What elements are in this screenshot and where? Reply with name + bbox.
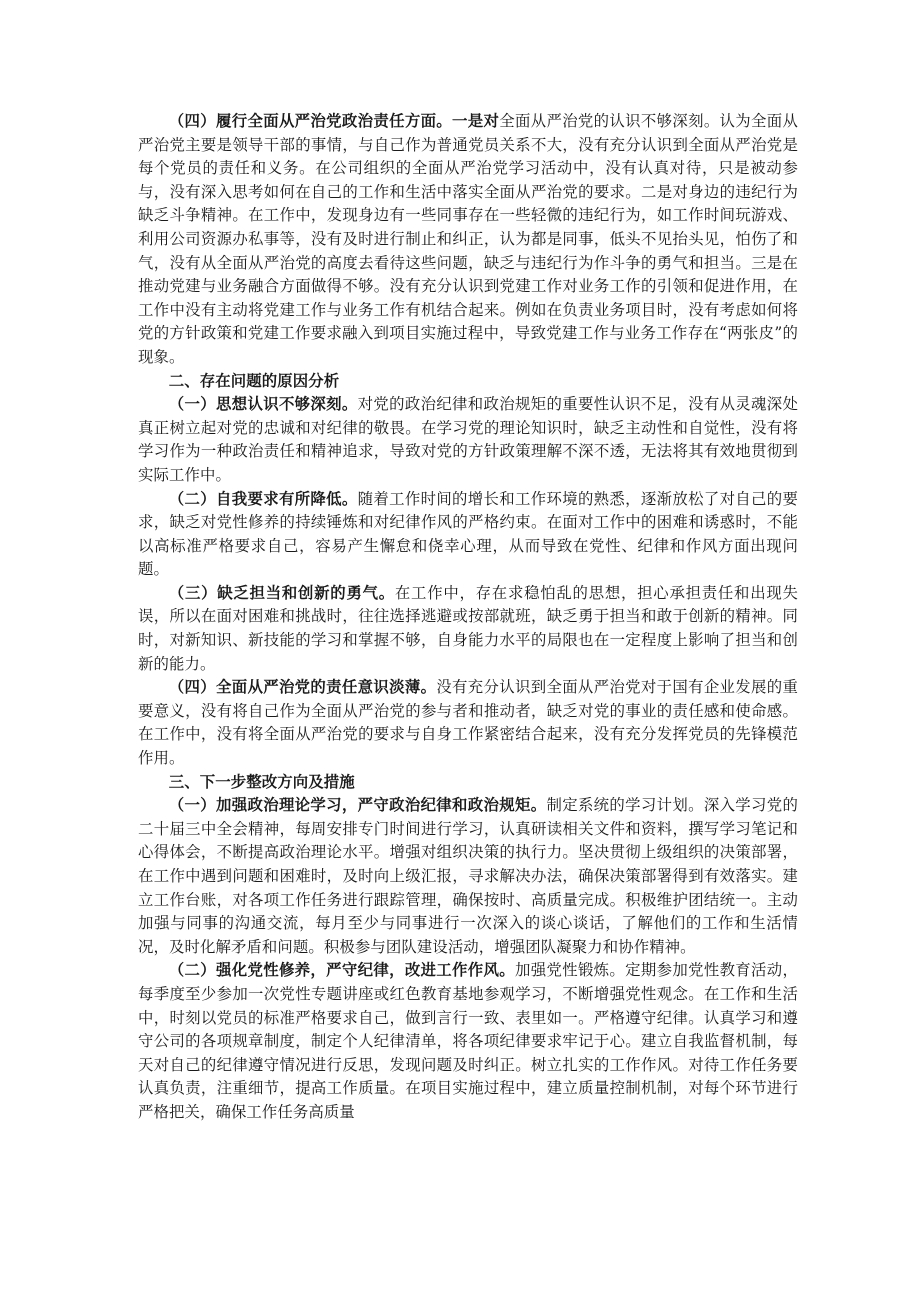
paragraph-body: 随着工作时间的增长和工作环境的熟悉，逐渐放松了对自己的要求，缺乏对党性修养的持续锤炼和对纪律作风的严格约束。在面对工作中的困难和诱惑时，不能以高标准严格要求自己，容易产生懈怠和侥幸心理，从而导致在党性、纪律和作风方面出现问题。 (138, 489, 798, 579)
section-heading-rectification: 三、下一步整改方向及措施 (168, 772, 355, 791)
paragraph-measure-two (138, 959, 798, 1124)
paragraph-lead: （一）思想认识不够深刻。 (168, 395, 358, 414)
document-page (138, 110, 798, 1125)
paragraph-body: 在工作中，存在求稳怕乱的思想，担心承担责任和出现失误，所以在面对困难和挑战时，往往选择逃避或按部就班，缺乏勇于担当和敢于创新的精神。同时，对新知识、新技能的学习和掌握不够，自身能力水平的局限也在一定程度上影响了担当和创新的能力。 (138, 583, 798, 673)
paragraph-cause-one (138, 393, 798, 487)
paragraph-cause-three (138, 582, 798, 676)
paragraph-lead: （一）加强政治理论学习，严守政治纪律和政治规矩。 (168, 796, 547, 815)
paragraph-lead: （二）强化党性修养，严守纪律，改进工作作风。 (168, 961, 515, 980)
paragraph-body: 没有充分认识到全面从严治党对于国有企业发展的重要意义，没有将自己作为全面从严治党的参与者和推动者，缺乏对党的事业的责任感和使命感。在工作中，没有将全面从严治党的要求与自身工作紧密结合起来，没有充分发挥党员的先锋模范作用。 (138, 678, 798, 768)
paragraph-four-responsibility (138, 110, 798, 370)
paragraph-measure-one (138, 794, 798, 959)
paragraph-body: 加强党性锻炼。定期参加党性教育活动，每季度至少参加一次党性专题讲座或红色教育基地参观学习，不断增强党性观念。在工作和生活中，时刻以党员的标准严格要求自己，做到言行一致、表里如一。严格遵守纪律。认真学习和遵守公司的各项规章制度，制定个人纪律清单，将各项纪律要求牢记于心。建立自我监督机制，每天对自己的纪律遵守情况进行反思，发现问题及时纠正。树立扎实的工作作风。对待工作任务要认真负责，注重细节，提高工作质量。在项目实施过程中，建立质量控制机制，对每个环节进行严格把关，确保工作任务高质量 (138, 961, 798, 1121)
paragraph-cause-two (138, 488, 798, 582)
paragraph-body: 全面从严治党的认识不够深刻。认为全面从严治党主要是领导干部的事情，与自己作为普通党员关系不大，没有充分认识到全面从严治党是每个党员的责任和义务。在公司组织的全面从严治党学习活动中，没有认真对待，只是被动参与，没有深入思考如何在自己的工作和生活中落实全面从严治党的要求。二是对身边的违纪行为缺乏斗争精神。在工作中，发现身边有一些同事存在一些轻微的违纪行为，如工作时间玩游戏、利用公司资源办私事等，没有及时进行制止和纠正，认为都是同事，低头不见抬头见，怕伤了和气，没有从全面从严治党的高度去看待这些问题，缺乏与违纪行为作斗争的勇气和担当。三是在推动党建与业务融合方面做得不够。没有充分认识到党建工作对业务工作的引领和促进作用，在工作中没有主动将党建工作与业务工作有机结合起来。例如在负责业务项目时，没有考虑如何将党的方针政策和党建工作要求融入到项目实施过程中，导致党建工作与业务工作存在“两张皮”的现象。 (138, 112, 798, 366)
section-heading-cause-analysis: 二、存在问题的原因分析 (168, 371, 340, 390)
paragraph-lead: （二）自我要求有所降低。 (168, 489, 358, 508)
paragraph-cause-four (138, 676, 798, 770)
paragraph-lead: （四）履行全面从严治党政治责任方面。一是对 (168, 112, 500, 130)
paragraph-lead: （三）缺乏担当和创新的勇气。 (168, 583, 395, 602)
paragraph-body: 对党的政治纪律和政治规矩的重要性认识不足，没有从灵魂深处真正树立起对党的忠诚和对纪律的敬畏。在学习党的理论知识时，缺乏主动性和自觉性，没有将学习作为一种政治责任和精神追求，导致对党的方针政策理解不深不透，无法将其有效地贯彻到实际工作中。 (138, 395, 798, 484)
paragraph-body: 制定系统的学习计划。深入学习党的二十届三中全会精神，每周安排专门时间进行学习，认真研读相关文件和资料，撰写学习笔记和心得体会，不断提高政治理论水平。增强对组织决策的执行力。坚决贯彻上级组织的决策部署，在工作中遇到问题和困难时，及时向上级汇报，寻求解决办法，确保决策部署得到有效落实。建立工作台账，对各项工作任务进行跟踪管理，确保按时、高质量完成。积极维护团结统一。主动加强与同事的沟通交流，每月至少与同事进行一次深入的谈心谈话，了解他们的工作和生活情况，及时化解矛盾和问题。积极参与团队建设活动，增强团队凝聚力和协作精神。 (138, 796, 798, 956)
paragraph-lead: （四）全面从严治党的责任意识淡薄。 (168, 678, 437, 697)
